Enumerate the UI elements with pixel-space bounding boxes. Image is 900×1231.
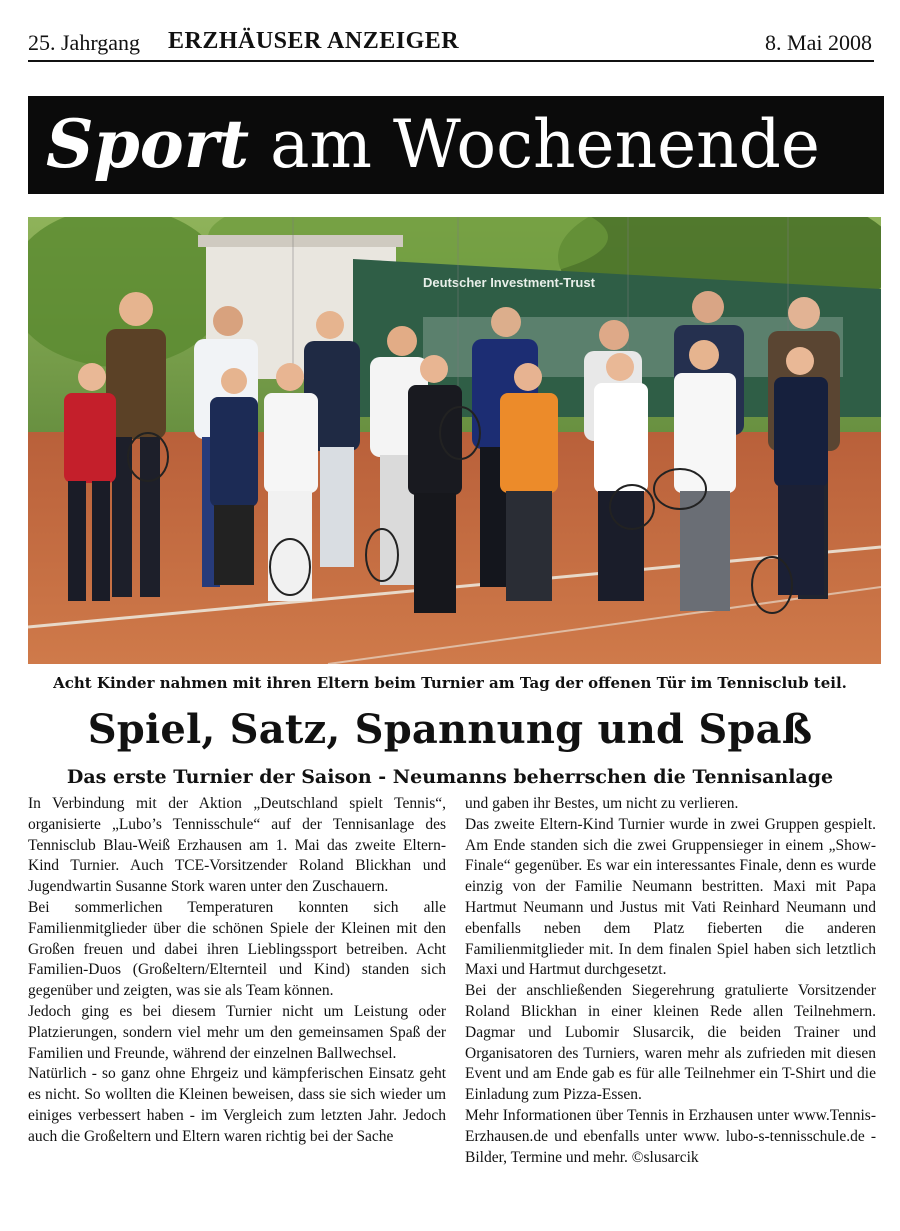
section-title-word1: Sport (46, 105, 250, 183)
issue-date: 8. Mai 2008 (765, 30, 872, 55)
article-headline: Spiel, Satz, Spannung und Spaß (87, 706, 813, 753)
section-title (46, 100, 820, 189)
volume-label: 25. Jahrgang (28, 30, 141, 55)
paragraph: und gaben ihr Bestes, um nicht zu verlieren. (465, 795, 739, 812)
photo-caption: Acht Kinder nahmen mit ihren Eltern beim Turnier am Tag der offenen Tür im Tennisclub teil. (53, 674, 847, 692)
article-subheadline: Das erste Turnier der Saison - Neumanns beherrschen die Tennisanlage (66, 766, 834, 788)
article-column-1 (28, 794, 446, 1148)
team-photo (28, 217, 881, 664)
paragraph: Jedoch ging es bei diesem Turnier nicht um Leistung oder Platzierungen, sondern viel mehr um den gemeinsamen Spaß der Familien und Freunde, während der einzelnen Ballwechsel. (28, 1002, 446, 1062)
paragraph: Mehr Informationen über Tennis in Erzhausen unter www.Tennis-Erzhausen.de und ebenfalls unter www. lubo-s-tennisschule.de - Bilder, Termine und mehr. ©slusarcik (465, 1106, 876, 1166)
masthead (28, 26, 874, 62)
paragraph: In Verbindung mit der Aktion „Deutschland spielt Tennis“, organisierte „Lubo’s Tennisschule“ auf der Tennisanlage des Tennisclub Blau-Weiß Erzhausen am 1. Mai das zweite Eltern-Kind Turnier. Auch TCE-Vorsitzender Roland Blickhan und Jugendwartin Susanne Stork waren unter den Zuschauern. (28, 795, 446, 896)
section-banner (28, 96, 884, 194)
newspaper-name: ERZHÄUSER ANZEIGER (168, 28, 460, 54)
paragraph: Das zweite Eltern-Kind Turnier wurde in zwei Gruppen gespielt. Am Ende standen sich die zwei Gruppensieger in einem „Show-Finale“ gegenüber. Es war ein interessantes Finale, denn es wurde einzig von der Familie Neumann bestritten. Maxi mit Papa Hartmut Neumann und Justus mit Vati Reinhard Neumann und ebenfalls neben dem Platz fieberten die anderen Familienmitglieder mit. In dem finalen Spiel haben sich letztlich Maxi und Hartmut durchgesetzt. (465, 815, 876, 979)
section-title-rest: am Wochenende (270, 106, 820, 183)
windscreen-sponsor-text: Deutscher Investment-Trust (423, 275, 595, 290)
team-photo-illustration (28, 217, 881, 664)
paragraph: Natürlich - so ganz ohne Ehrgeiz und kämpferischen Einsatz geht es nicht. So wollten die Kleinen beweisen, dass sie sich wieder um einiges verbessert haben - im Vergleich zum letzten Jahr. Jedoch auch die Großeltern und Eltern waren richtig bei der Sache (28, 1065, 446, 1145)
paragraph: Bei sommerlichen Temperaturen konnten sich alle Familienmitglieder über die schönen Spiele der Kleinen mit den Großen freuen und dabei ihren Lieblingssport betreiben. Acht Familien-Duos (Großeltern/Elternteil und Kind) standen sich gegenüber und zeigten, was sie als Team können. (28, 898, 446, 1000)
paragraph: Bei der anschließenden Siegerehrung gratulierte Vorsitzender Roland Blickhan in einer kleinen Rede allen Teilnehmern. Dagmar und Lubomir Slusarcik, die beiden Trainer und Organisatoren des Turniers, waren mehr als zufrieden mit diesen Event und am Ende gab es für alle Teilnehmer ein T-Shirt und die Einladung zum Pizza-Essen. (465, 982, 876, 1104)
article-column-2 (465, 794, 876, 1168)
